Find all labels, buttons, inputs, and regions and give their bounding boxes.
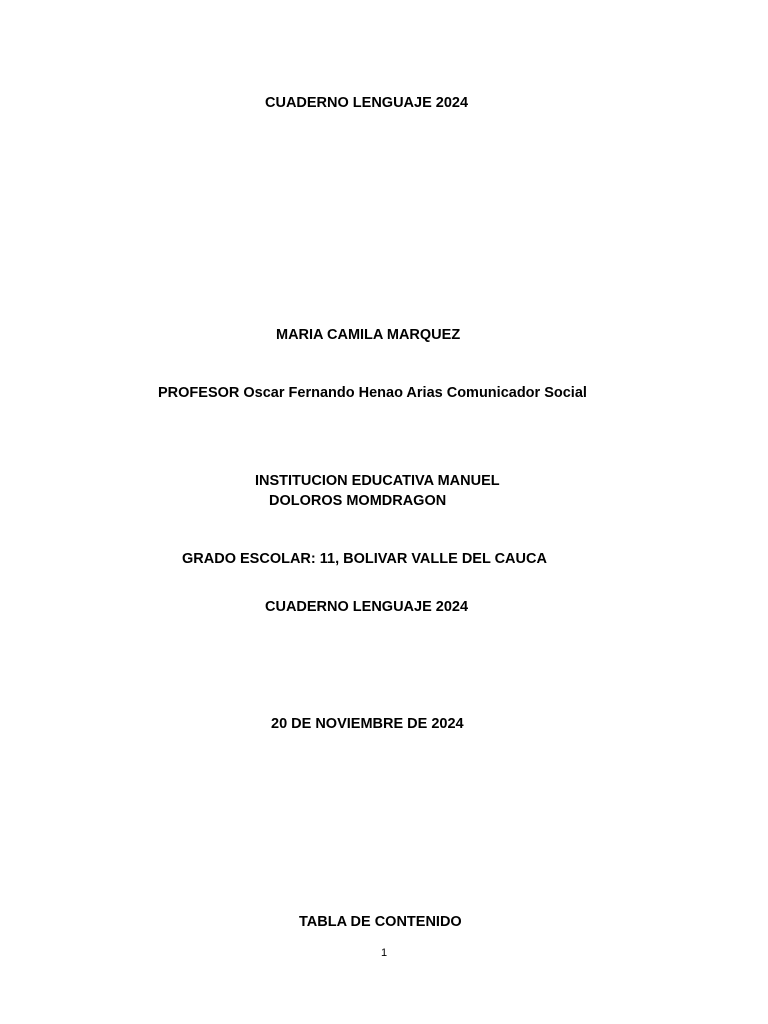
page-number: 1 — [381, 947, 388, 959]
document-title: CUADERNO LENGUAJE 2024 — [265, 95, 469, 111]
professor-line: PROFESOR Oscar Fernando Henao Arias Comunicador Social — [158, 385, 587, 401]
institution-line-2: DOLOROS MOMDRAGON — [269, 493, 447, 509]
grade-line: GRADO ESCOLAR: 11, BOLIVAR VALLE DEL CAUCA — [182, 551, 547, 567]
document-title-repeat: CUADERNO LENGUAJE 2024 — [265, 599, 469, 615]
toc-heading: TABLA DE CONTENIDO — [299, 914, 462, 930]
student-name: MARIA CAMILA MARQUEZ — [276, 327, 461, 343]
institution-line-1: INSTITUCION EDUCATIVA MANUEL — [255, 473, 500, 489]
document-date: 20 DE NOVIEMBRE DE 2024 — [271, 716, 464, 732]
